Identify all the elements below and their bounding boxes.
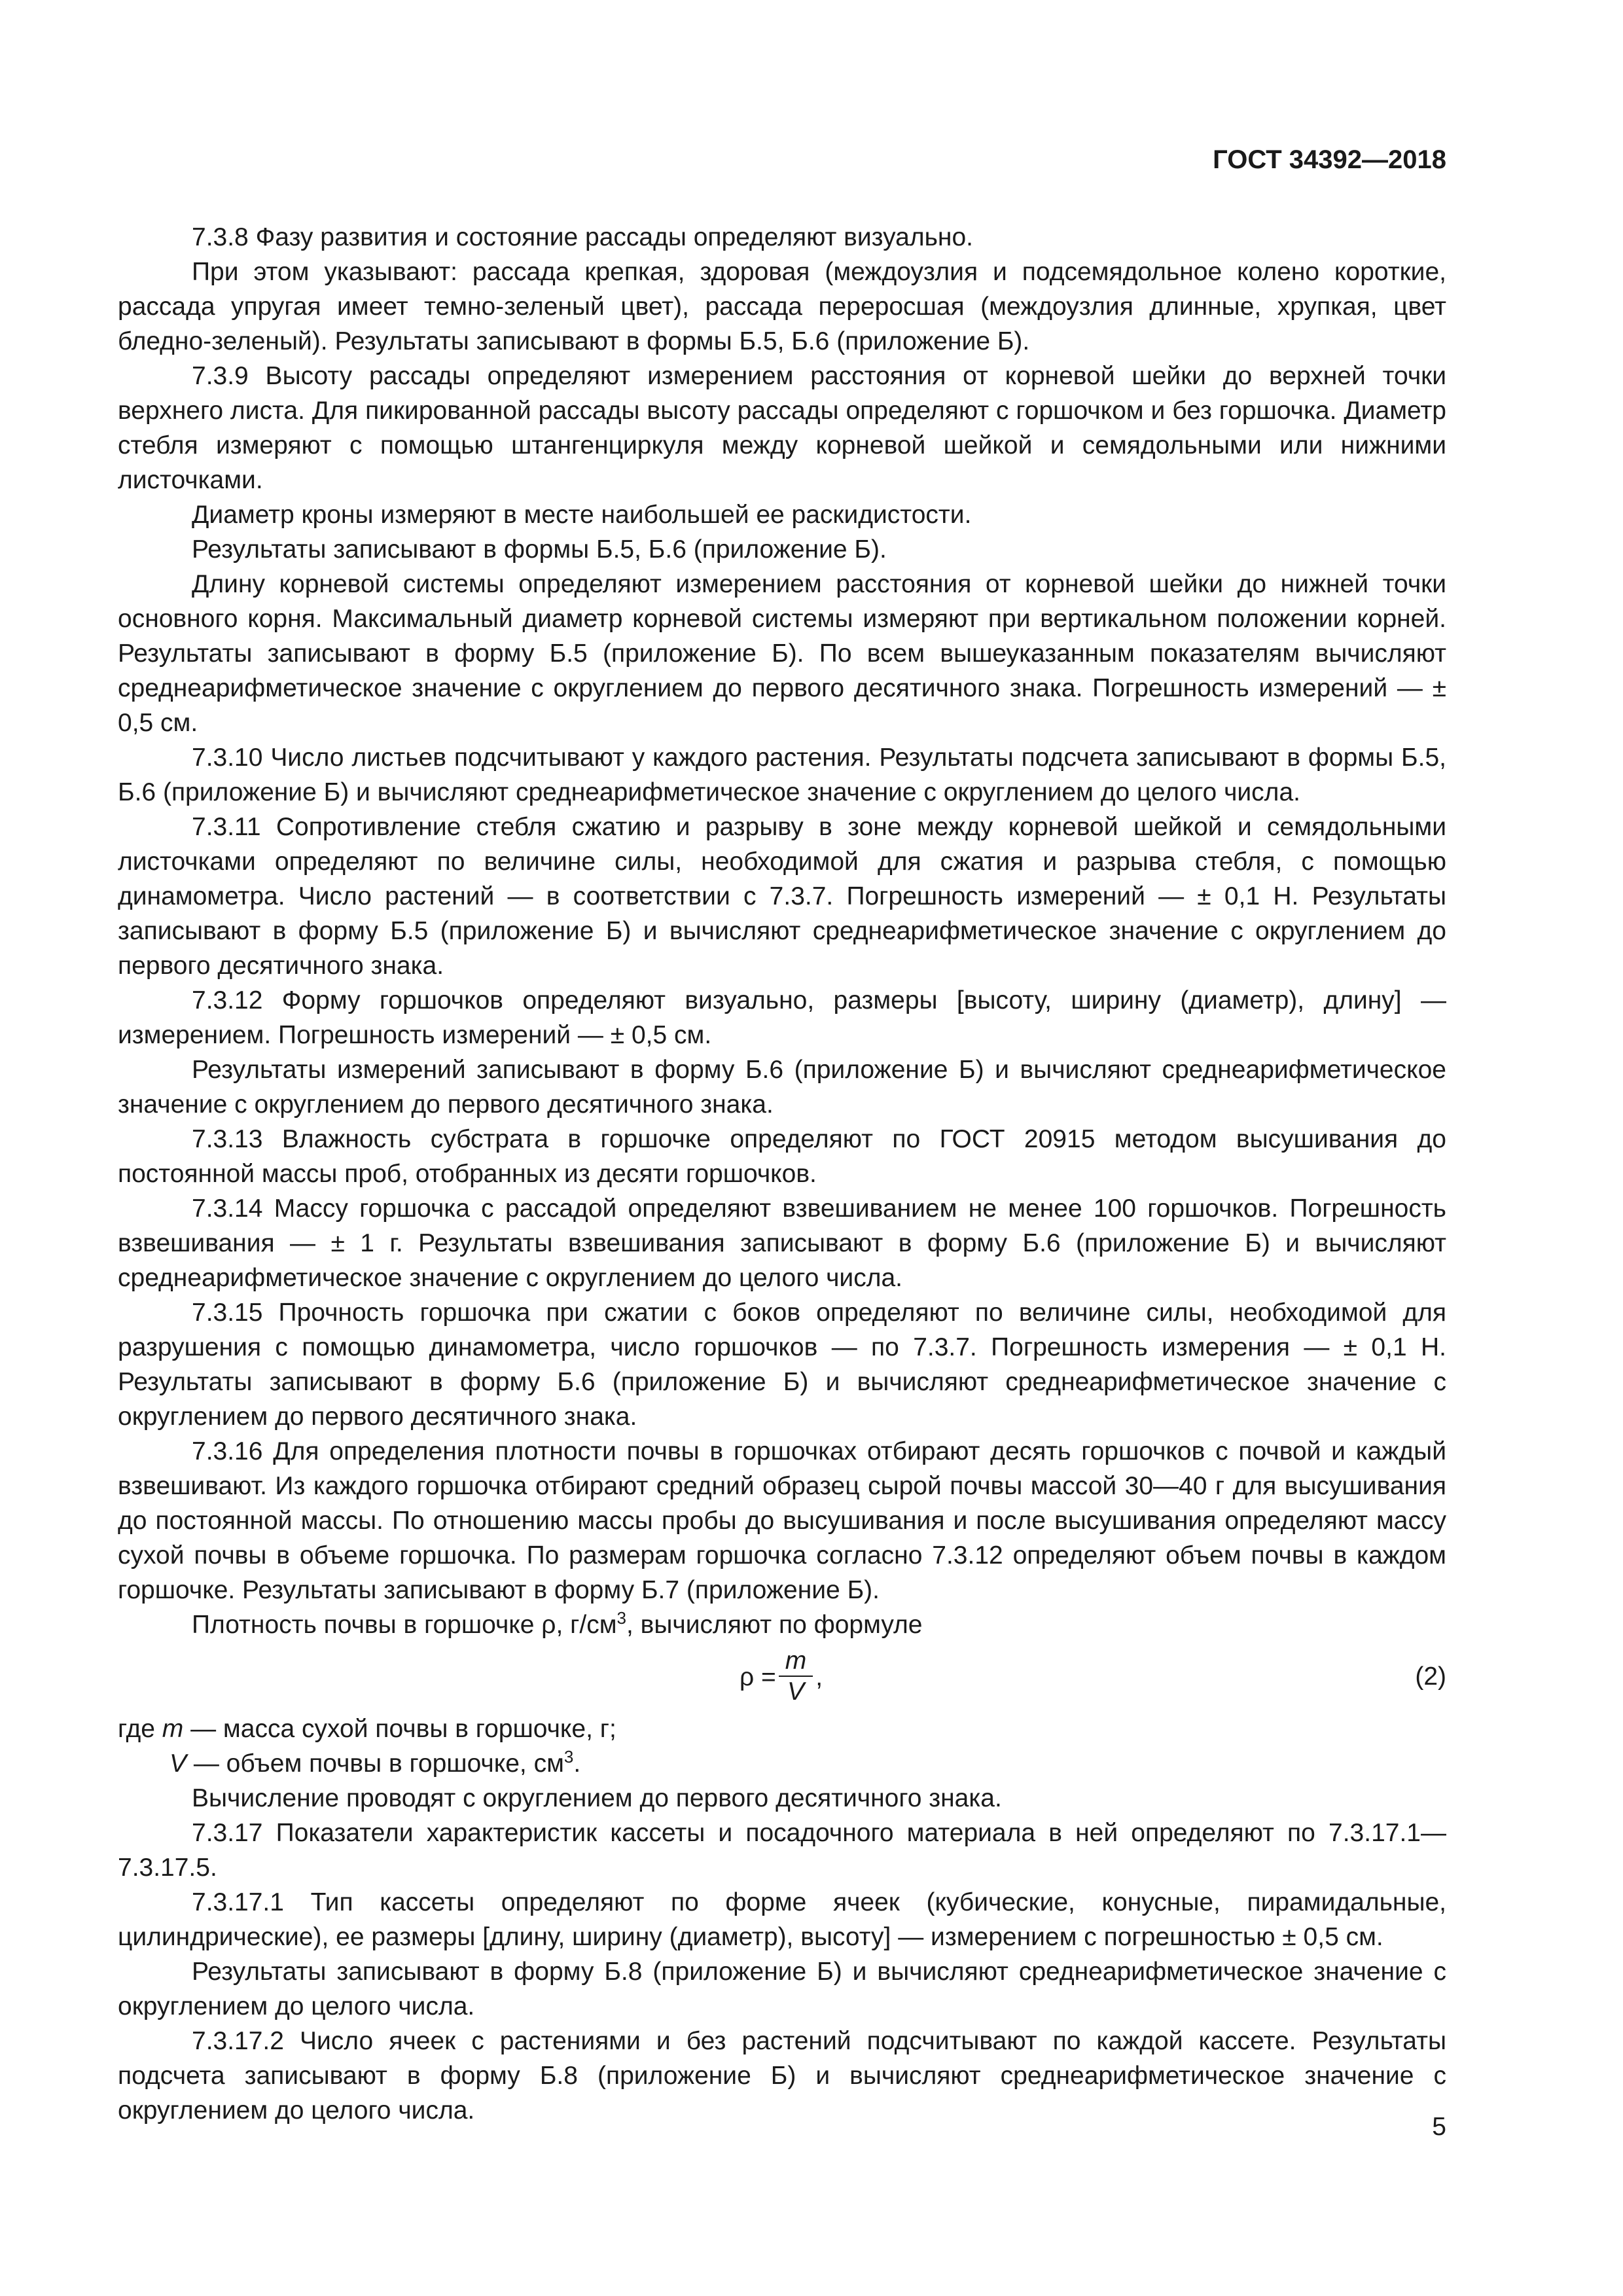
symbol-m: m	[162, 1715, 184, 1743]
paragraph: Результаты записывают в формы Б.5, Б.6 (приложение Б).	[192, 535, 887, 564]
paragraph: 7.3.11 Сопротивление стебля сжатию и разрыву в зоне между корневой шейкой и семядольными листочками определяют по величине силы, необходимой для сжатия и разрыва стебля, с помощью динамометра. Число растений — в соответствии с 7.3.7. Погрешность измерений — ± 0,1 Н. Результаты записывают в форму Б.5 (приложение Б) и вычисляют среднеарифметическое значение с округлением до первого десятичного знака.	[118, 813, 1446, 980]
document-body	[118, 220, 1446, 2128]
page-number: 5	[1432, 2113, 1446, 2141]
density-intro-tail: , вычисляют по формуле	[626, 1611, 923, 1639]
where-v	[118, 1746, 1446, 1781]
paragraph: 7.3.12 Форму горшочков определяют визуально, размеры [высоту, ширину (диаметр), длину] — измерением. Погрешность измерений — ± 0,5 см.	[118, 986, 1446, 1049]
formula-expression	[740, 1642, 823, 1712]
paragraph: Результаты записывают в форму Б.8 (приложение Б) и вычисляют среднеарифметическое значение с округлением до целого числа.	[118, 1958, 1446, 2020]
paragraph: Длину корневой системы определяют измерением расстояния от корневой шейки до нижней точки основного корня. Максимальный диаметр корневой системы измеряют при вертикальном положении корней. Результаты записывают в форму Б.5 (приложение Б). По всем вышеуказанным показателям вычисляют среднеарифметическое значение с округлением до первого десятичного знака. Погрешность измерений — ± 0,5 см.	[118, 570, 1446, 737]
paragraph: Вычисление проводят с округлением до первого десятичного знака.	[192, 1784, 1002, 1812]
paragraph: 7.3.17.1 Тип кассеты определяют по форме ячеек (кубические, конусные, пирамидальные, цилиндрические), ее размеры [длину, ширину (диаметр), высоту] — измерением с погрешностью ± 0,5 см.	[118, 1888, 1446, 1951]
paragraph: 7.3.17.2 Число ячеек с растениями и без растений подсчитывают по каждой кассете. Результаты подсчета записывают в форму Б.8 (приложение Б) и вычисляют среднеарифметическое значение с округлением до целого числа.	[118, 2027, 1446, 2125]
where-v-sup: 3	[563, 1747, 574, 1767]
paragraph: Результаты измерений записывают в форму Б.6 (приложение Б) и вычисляют среднеарифметическое значение с округлением до первого десятичного знака.	[118, 1056, 1446, 1119]
standard-designation: ГОСТ 34392—2018	[1213, 145, 1446, 174]
paragraph: При этом указывают: рассада крепкая, здоровая (междоузлия и подсемядольное колено короткие, рассада упругая имеет темно-зеленый цвет), рассада переросшая (междоузлия длинные, хрупкая, цвет бледно-зеленый). Результаты записывают в формы Б.5, Б.6 (приложение Б).	[118, 258, 1446, 355]
where-m	[118, 1712, 1446, 1746]
density-intro	[118, 1607, 1446, 1642]
paragraph: 7.3.10 Число листьев подсчитывают у каждого растения. Результаты подсчета записывают в формы Б.5, Б.6 (приложение Б) и вычисляют среднеарифметическое значение с округлением до целого числа.	[118, 744, 1446, 806]
paragraph: 7.3.13 Влажность субстрата в горшочке определяют по ГОСТ 20915 методом высушивания до постоянной массы проб, отобранных из десяти горшочков.	[118, 1125, 1446, 1188]
formula-denominator: V	[787, 1677, 805, 1706]
density-intro-text: Плотность почвы в горшочке ρ, г/см	[192, 1611, 617, 1639]
formula-lhs: ρ =	[740, 1662, 776, 1691]
where-v-end: .	[573, 1749, 581, 1778]
formula-fraction	[779, 1647, 813, 1707]
paragraph: Диаметр кроны измеряют в месте наибольшей ее раскидистости.	[192, 501, 972, 529]
paragraph: 7.3.9 Высоту рассады определяют измерением расстояния от корневой шейки до верхней точки верхнего листа. Для пикированной рассады высоту рассады определяют с горшочком и без горшочка. Диаметр стебля измеряют с помощью штангенциркуля между корневой шейкой и семядольными или нижними листочками.	[118, 362, 1446, 494]
where-v-text: — объем почвы в горшочке, см	[187, 1749, 564, 1778]
paragraph: 7.3.8 Фазу развития и состояние рассады определяют визуально.	[192, 223, 973, 251]
paragraph: 7.3.17 Показатели характеристик кассеты и посадочного материала в ней определяют по 7.3.17.1—7.3.17.5.	[118, 1819, 1446, 1882]
paragraph: 7.3.16 Для определения плотности почвы в горшочках отбирают десять горшочков с почвой и каждый взвешивают. Из каждого горшочка отбирают средний образец сырой почвы массой 30—40 г для высушивания до постоянной массы. По отношению массы пробы до высушивания и после высушивания определяют массу сухой почвы в объеме горшочка. По размерам горшочка согласно 7.3.12 определяют объем почвы в каждом горшочке. Результаты записывают в форму Б.7 (приложение Б).	[118, 1437, 1446, 1604]
formula-trail: ,	[815, 1662, 823, 1691]
formula-2	[118, 1642, 1446, 1712]
paragraph: 7.3.15 Прочность горшочка при сжатии с боков определяют по величине силы, необходимой для разрушения с помощью динамометра, число горшочков — по 7.3.7. Погрешность измерения — ± 0,1 Н. Результаты записывают в форму Б.6 (приложение Б) и вычисляют среднеарифметическое значение с округлением до первого десятичного знака.	[118, 1299, 1446, 1431]
density-intro-sup: 3	[616, 1608, 626, 1628]
symbol-v: V	[169, 1749, 187, 1778]
where-prefix: где	[118, 1715, 162, 1743]
formula-number: (2)	[1415, 1662, 1446, 1691]
formula-numerator: m	[779, 1647, 813, 1677]
where-m-text: — масса сухой почвы в горшочке, г;	[183, 1715, 616, 1743]
paragraph: 7.3.14 Массу горшочка с рассадой определяют взвешиванием не менее 100 горшочков. Погрешность взвешивания — ± 1 г. Результаты взвешивания записывают в форму Б.6 (приложение Б) и вычисляют среднеарифметическое значение с округлением до целого числа.	[118, 1194, 1446, 1292]
